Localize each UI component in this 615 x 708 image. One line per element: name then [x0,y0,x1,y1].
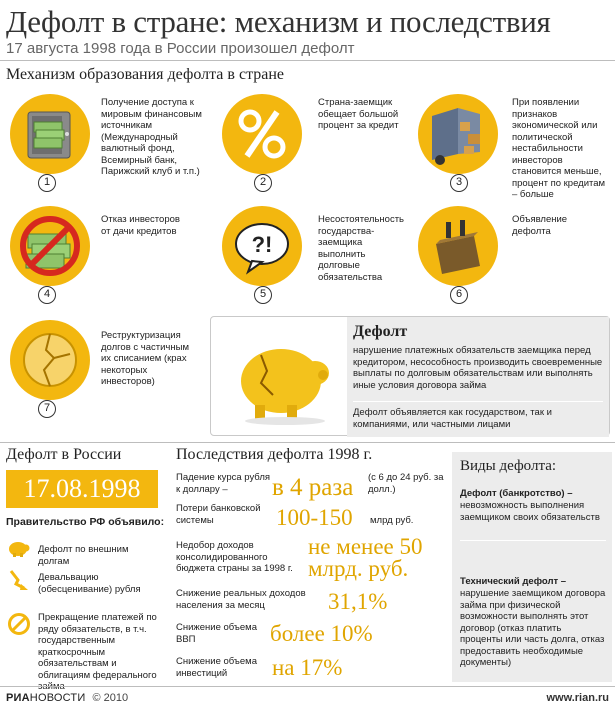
definition-note: Дефолт объявляется как государством, так и компаниями, или частными лицами [353,407,552,430]
copyright: © 2010 [92,692,129,704]
divider [0,60,615,61]
consequence-3-value: не менее 50 млрд. руб. [308,534,423,581]
step-6-circle [418,206,498,286]
consequence-1-value: в 4 раза [272,474,354,501]
footer-divider [0,686,615,687]
logo-bold: РИА [6,692,30,704]
piggy-bank-icon [6,538,32,563]
types-heading: Виды дефолта: [460,458,557,474]
page-subtitle: 17 августа 1998 года в России произошел дефолт [6,40,355,57]
type-2-body: нарушение заемщиком договора займа при физической возможности выполнять этот договор (отказ платить проценты или часть долга, отказ предоставить необходимые документы) [460,588,606,668]
step-7-text: Реструктуризация долгов с частичным их списанием (крах некоторых инвесторов) [101,330,189,387]
step-3-text: При появлении признаков экономической или политической нестабильности инвесторов становится меньше, процент по кредитам – больше [512,97,606,200]
consequences-heading: Последствия дефолта 1998 г. [176,446,373,463]
consequence-6-value: на 17% [272,655,343,680]
step-3-circle [418,94,498,174]
type-1-title: Дефолт (банкротство) – [460,488,573,499]
broken-coin-icon [10,320,90,400]
consequence-2-label: Потери банковской системы [176,503,261,526]
no-sign-icon [7,612,31,641]
definition-body: нарушение платежных обязательств заемщика перед кредитором, несособность производить своевременные выплаты по долговым обязательствам или выполнять иные условия договора займа [353,345,603,391]
consequence-6-label: Снижение объема инвестиций [176,656,257,679]
consequence-5-label: Снижение объема ВВП [176,622,257,645]
default-date-badge: 17.08.1998 [6,470,158,508]
step-2-text: Страна-заемщик обещает большой процент за кредит [318,97,399,131]
type-2-title: Технический дефолт – [460,576,567,587]
step-6-text: Объявление дефолта [512,214,568,237]
definition-divider [353,401,603,402]
consequence-1-label: Падение курса рубля к доллару – [176,472,271,495]
russia-item-2: Девальвацию (обесценивание) рубля [38,572,141,595]
step-1-text: Получение доступа к мировым финансовым источникам (Международный валютный фонд, Всемирный банк, Парижский клуб и т.п.) [101,97,202,177]
step-4-number: 4 [38,286,56,304]
step-4-text: Отказ инвесторов от дачи кредитов [101,214,180,237]
logo-rest: НОВОСТИ [29,692,86,704]
step-5-circle [222,206,302,286]
mechanism-heading: Механизм образования дефолта в стране [6,66,285,83]
down-arrow-icon [8,568,30,597]
speech-bubble-icon [222,206,302,286]
divider [0,442,615,443]
step-5-text: Несостоятельность государства-заемщика выполнить долговые обязательства [318,214,404,283]
consequence-2-note: млрд руб. [370,515,414,526]
step-1-circle [10,94,90,174]
definition-box [210,316,610,436]
step-4-circle [10,206,90,286]
step-1-number: 1 [38,174,56,192]
page-title: Дефолт в стране: механизм и последствия [6,4,551,39]
consequence-5-value: более 10% [270,621,373,646]
russia-item-1: Дефолт по внешним долгам [38,544,129,567]
consequence-1-note: (с 6 до 24 руб. за долл.) [368,472,444,495]
step-6-number: 6 [450,286,468,304]
consequence-4-label: Снижение реальных доходов населения за месяц [176,588,306,611]
definition-title: Дефолт [353,323,408,340]
step-7-number: 7 [38,400,56,418]
type-1-body: невозможность выполнения заемщиком своих обязательств [460,500,600,523]
footer-logo [6,692,128,704]
consequence-3-label: Недобор доходов консолидированного бюджета страны за 1998 г. [176,540,293,574]
step-2-circle [222,94,302,174]
money-safe-icon [10,94,90,174]
svg-text:?!: ?! [251,232,273,257]
truck-boxes-icon [418,94,498,174]
types-divider [460,540,606,541]
consequence-4-value: 31,1% [328,589,388,614]
percent-icon [222,94,302,174]
footer-url[interactable]: www.rian.ru [546,692,609,704]
unplugged-box-icon [418,206,498,286]
step-2-number: 2 [254,174,272,192]
russia-item-3: Прекращение платежей по ряду обязательств, в т.ч. государственным краткосрочным обязательствам и облигациям федерального [38,612,157,681]
no-money-icon [10,206,90,286]
russia-heading: Дефолт в России [6,446,122,463]
consequence-2-value: 100-150 [276,505,353,530]
step-5-number: 5 [254,286,272,304]
step-3-number: 3 [450,174,468,192]
gov-label: Правительство РФ объявило: [6,516,165,528]
step-7-circle [10,320,90,400]
piggy-bank-illustration [225,327,345,427]
